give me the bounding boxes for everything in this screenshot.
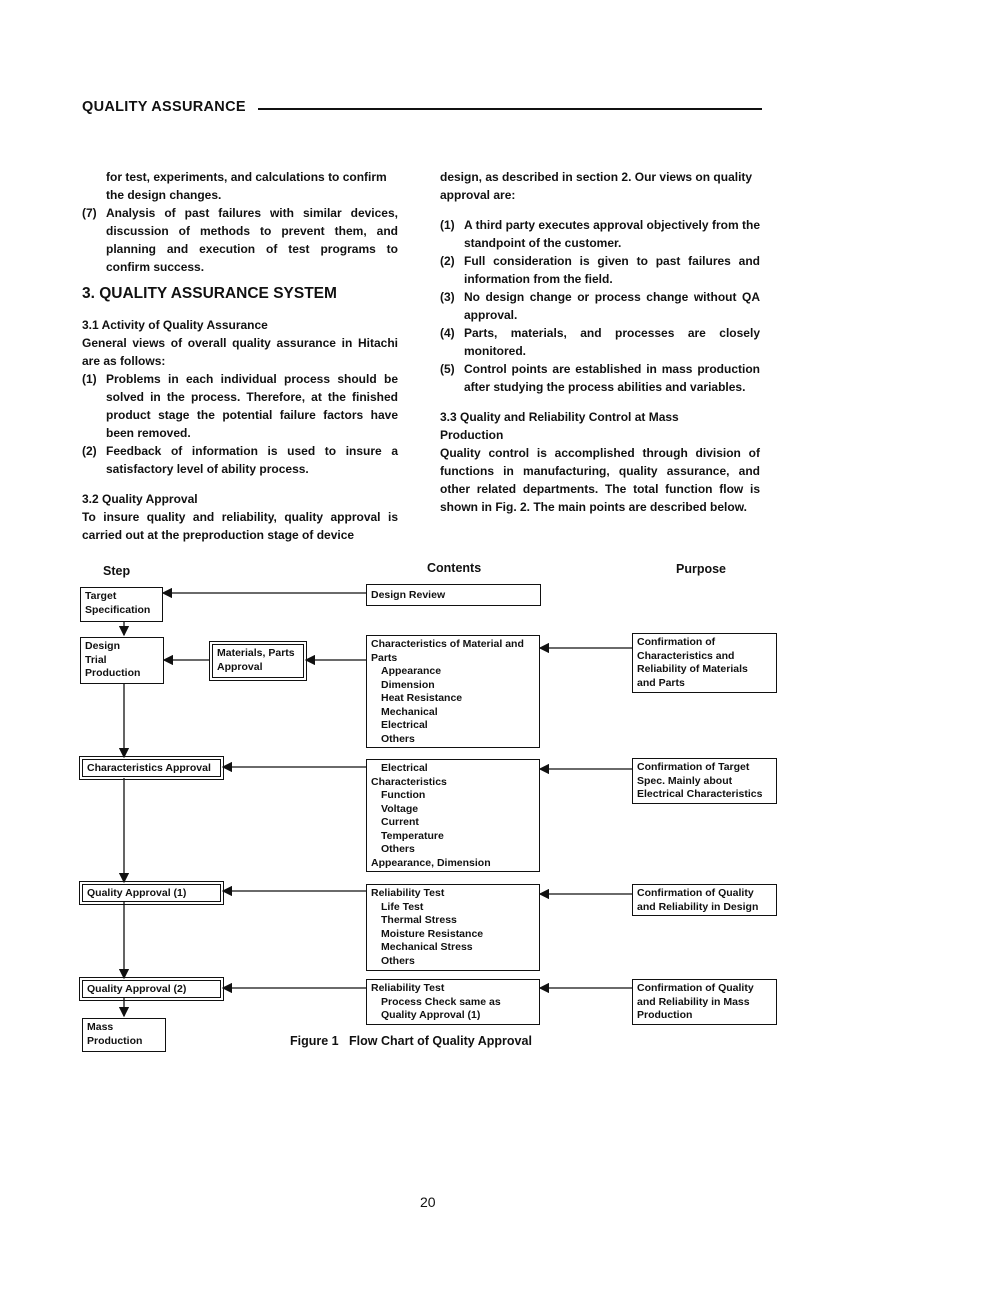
purpose-text: Spec. Mainly about — [637, 774, 733, 787]
contents-title: Reliability Test — [371, 982, 445, 994]
section-3-title: 3. QUALITY ASSURANCE SYSTEM — [82, 285, 337, 302]
contents-subtitle: Characteristics — [371, 775, 447, 788]
contents-item: Heat Resistance — [381, 692, 463, 704]
step-text: Materials, Parts — [217, 647, 295, 659]
contents-item: Appearance — [381, 665, 442, 677]
list-text: Analysis of past failures with similar devices, discussion of methods to prevent them, and planning and execution of test programs to confirm success. — [106, 206, 398, 274]
list-text: Control points are established in mass production after studying the process abilities and variables. — [464, 362, 760, 394]
contents-item: Mechanical Stress — [381, 941, 473, 953]
step-design-trial-production — [80, 637, 164, 684]
continuation-line-2: the design changes. — [106, 188, 222, 202]
list-text: Full consideration is given to past failures and information from the field. — [464, 254, 760, 286]
purpose-text: and Reliability in Mass — [637, 995, 750, 1008]
list-text: A third party executes approval objectively from the standpoint of the customer. — [464, 218, 760, 250]
contents-item: Others — [381, 732, 415, 745]
page-number: 20 — [420, 1194, 436, 1210]
purpose-text: Reliability of Materials — [637, 663, 748, 675]
section-3-3-title-line-1: 3.3 Quality and Reliability Control at Mass — [440, 410, 679, 424]
contents-item: Others — [381, 954, 415, 967]
list-text: Feedback of information is used to insure a satisfactory level of ability process. — [106, 444, 398, 476]
section-3-2-text: To insure quality and reliability, quality approval is carried out at the preproduction stage of device — [82, 510, 398, 542]
list-text: Parts, materials, and processes are closely monitored. — [464, 326, 760, 358]
flowchart-header-purpose: Purpose — [676, 562, 727, 576]
list-number: (7) — [82, 206, 97, 220]
list-number: (5) — [440, 362, 455, 376]
contents-design-review: Design Review — [366, 584, 541, 606]
step-materials-parts-approval — [212, 644, 304, 678]
contents-item: Voltage — [381, 802, 419, 815]
list-number: (4) — [440, 326, 455, 340]
purpose-text: Confirmation of — [637, 636, 716, 648]
purpose-quality-design — [632, 884, 777, 916]
step-text: Production — [85, 667, 141, 679]
step-mass-production — [82, 1018, 166, 1052]
contents-item: Life Test — [381, 900, 424, 913]
step-quality-approval-1: Quality Approval (1) — [82, 884, 221, 902]
contents-item: Moisture Resistance — [381, 927, 484, 940]
section-3-3-title-line-2: Production — [440, 428, 504, 442]
contents-reliability-test-2 — [366, 979, 540, 1025]
contents-reliability-test-1 — [366, 884, 540, 971]
purpose-quality-mass-production — [632, 979, 777, 1025]
contents-item: Appearance, Dimension — [371, 856, 491, 869]
step-text: Production — [87, 1034, 143, 1047]
step-text: Trial — [85, 653, 107, 666]
contents-item: Current — [381, 816, 419, 828]
purpose-text: and Reliability in Design — [637, 900, 759, 913]
contents-item: Quality Approval (1) — [381, 1009, 481, 1021]
contents-item: Process Check same as — [381, 995, 501, 1008]
purpose-text: Confirmation of Target — [637, 761, 750, 773]
running-header: QUALITY ASSURANCE — [82, 99, 246, 115]
step-text: Design — [85, 640, 121, 652]
figure-caption: Figure 1 Flow Chart of Quality Approval — [290, 1034, 532, 1048]
list-number: (2) — [82, 444, 97, 458]
list-text: Problems in each individual process should be solved in the process. Therefore, at the finished product stage the potential failure factors have been removed. — [106, 372, 398, 440]
contents-characteristics-material — [366, 635, 540, 748]
step-text: Target — [85, 590, 117, 602]
section-3-1-intro: General views of overall quality assurance in Hitachi are as follows: — [82, 336, 398, 368]
purpose-target-spec — [632, 758, 777, 804]
contents-item: Function — [381, 789, 426, 801]
continuation-text: design, as described in section 2. Our views on quality approval are: — [440, 170, 753, 202]
contents-item: Thermal Stress — [381, 914, 457, 926]
contents-item: Temperature — [381, 829, 444, 842]
step-text: Mass — [87, 1021, 114, 1033]
purpose-text: Confirmation of Quality — [637, 982, 754, 994]
purpose-materials-parts — [632, 633, 777, 693]
contents-item: Mechanical — [381, 705, 438, 718]
section-3-2-title: 3.2 Quality Approval — [82, 492, 198, 506]
purpose-text: and Parts — [637, 676, 685, 689]
step-characteristics-approval: Characteristics Approval — [82, 759, 221, 777]
list-number: (3) — [440, 290, 455, 304]
step-text: Approval — [217, 660, 263, 673]
section-3-3-text: Quality control is accomplished through division of functions in manufacturing, quality assurance, and other related departments. The total function flow is shown in Fig. 2. The main points are described below. — [440, 446, 760, 514]
step-quality-approval-2: Quality Approval (2) — [82, 980, 221, 998]
list-number: (1) — [440, 218, 455, 232]
flowchart-header-contents: Contents — [427, 561, 482, 575]
purpose-text: Electrical Characteristics — [637, 788, 763, 800]
step-text: Specification — [85, 603, 151, 616]
contents-title: Parts — [371, 651, 398, 664]
contents-electrical — [366, 759, 540, 872]
purpose-text: Production — [637, 1009, 693, 1021]
continuation-line-1: for test, experiments, and calculations to confirm — [106, 170, 387, 184]
contents-title: Electrical — [381, 762, 428, 774]
step-target-specification — [80, 587, 163, 622]
contents-item: Electrical — [381, 719, 428, 731]
purpose-text: Confirmation of Quality — [637, 887, 754, 899]
contents-title: Characteristics of Material and — [371, 638, 524, 650]
contents-item: Others — [381, 843, 415, 855]
contents-item: Dimension — [381, 678, 435, 691]
list-number: (1) — [82, 372, 97, 386]
purpose-text: Characteristics and — [637, 649, 735, 662]
flowchart-header-step: Step — [103, 564, 131, 578]
contents-title: Reliability Test — [371, 887, 445, 899]
section-3-1-title: 3.1 Activity of Quality Assurance — [82, 318, 268, 332]
list-text: No design change or process change without QA approval. — [464, 290, 760, 322]
list-number: (2) — [440, 254, 455, 268]
